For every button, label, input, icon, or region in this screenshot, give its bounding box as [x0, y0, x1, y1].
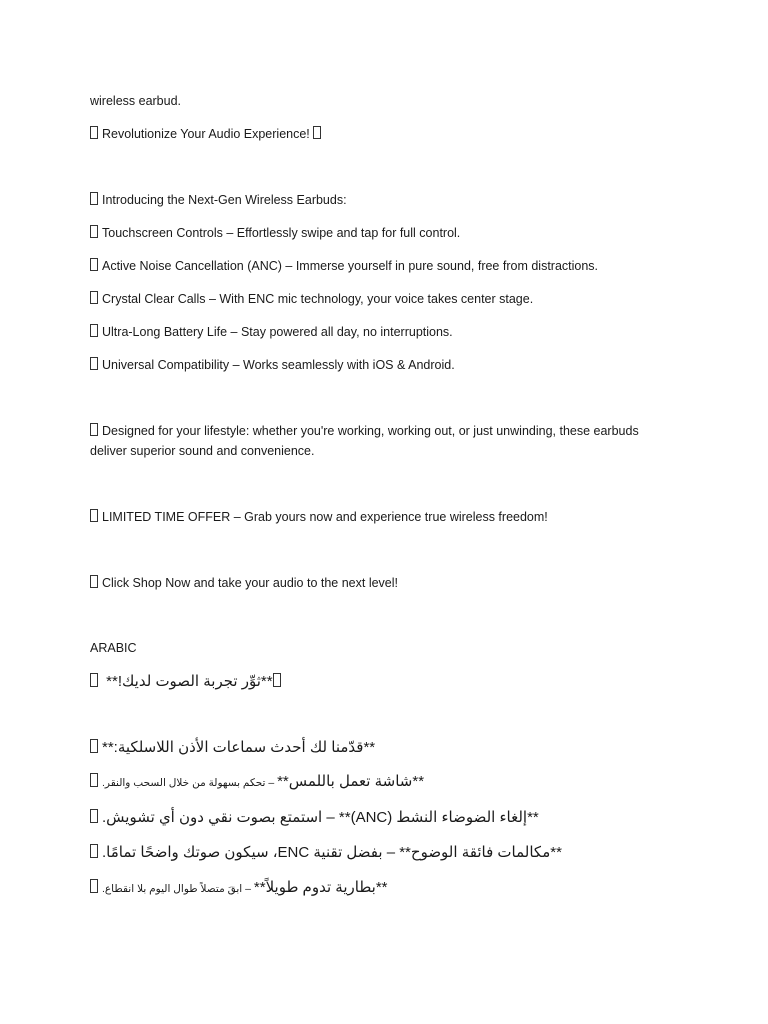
headline-text: Revolutionize Your Audio Experience! — [102, 127, 314, 141]
lifestyle-paragraph — [90, 422, 665, 461]
cta-text: Click Shop Now and take your audio to the next level! — [102, 576, 399, 590]
feature-line-battery — [90, 323, 453, 343]
emoji-placeholder-icon — [90, 324, 98, 337]
feature-text: Active Noise Cancellation (ANC) – Immerse yourself in pure sound, free from distractions. — [102, 259, 599, 273]
arabic-headline-text: **ثوِّر تجربة الصوت لديك!** — [102, 673, 273, 690]
section-heading-line — [90, 191, 347, 211]
arabic-feature-body: – تحكم بسهولة من خلال السحب والنقر. — [102, 777, 278, 789]
language-heading-text: ARABIC — [90, 641, 137, 655]
emoji-placeholder-icon — [90, 357, 98, 370]
intro-text: wireless earbud. — [90, 94, 182, 108]
emoji-placeholder-icon — [90, 575, 98, 588]
feature-line-calls — [90, 290, 533, 310]
arabic-feature-body: – ابقَ متصلاً طوال اليوم بلا انقطاع. — [102, 883, 254, 895]
arabic-headline-line — [90, 671, 285, 693]
cta-line — [90, 574, 398, 594]
arabic-feature-touch — [90, 771, 424, 794]
emoji-placeholder-icon — [90, 509, 98, 522]
feature-line-compat — [90, 356, 455, 376]
arabic-feature-body: – بفضل تقنية ENC، سيكون صوتك واضحًا تمامًا. — [102, 844, 400, 861]
emoji-placeholder-icon — [90, 423, 98, 436]
emoji-placeholder-icon — [90, 291, 98, 304]
text-line — [90, 92, 181, 112]
emoji-placeholder-icon — [90, 844, 98, 858]
emoji-placeholder-icon — [90, 192, 98, 205]
emoji-placeholder-icon — [90, 258, 98, 271]
arabic-feature-head: **إلغاء الضوضاء النشط (ANC)** — [338, 809, 539, 826]
arabic-section-heading-text: **قدّمنا لك أحدث سماعات الأذن اللاسلكية:** — [102, 739, 376, 756]
emoji-placeholder-icon — [90, 773, 98, 787]
arabic-feature-body: – استمتع بصوت نقي دون أي تشويش. — [102, 809, 339, 826]
arabic-feature-anc — [90, 807, 539, 829]
feature-text: Universal Compatibility – Works seamlessly with iOS & Android. — [102, 358, 455, 372]
section-heading-text: Introducing the Next-Gen Wireless Earbuds: — [102, 193, 347, 207]
headline-line — [90, 125, 325, 145]
arabic-feature-head: **بطارية تدوم طويلاً** — [253, 879, 388, 896]
emoji-placeholder-icon — [313, 126, 321, 139]
feature-line-touch — [90, 224, 460, 244]
emoji-placeholder-icon — [90, 809, 98, 823]
emoji-placeholder-icon — [90, 739, 98, 753]
arabic-feature-calls — [90, 842, 562, 864]
arabic-feature-head: **شاشة تعمل باللمس** — [277, 773, 425, 790]
lifestyle-text: Designed for your lifestyle: whether you're working, working out, or just unwinding, these earbuds deliver superior sound and convenience. — [90, 424, 639, 458]
emoji-placeholder-icon — [90, 126, 98, 139]
feature-text: Ultra-Long Battery Life – Stay powered all day, no interruptions. — [102, 325, 453, 339]
emoji-placeholder-icon — [90, 879, 98, 893]
offer-text: LIMITED TIME OFFER – Grab yours now and experience true wireless freedom! — [102, 510, 548, 524]
language-heading — [90, 639, 137, 659]
feature-line-anc — [90, 257, 598, 277]
emoji-placeholder-icon — [90, 225, 98, 238]
feature-text: Crystal Clear Calls – With ENC mic technology, your voice takes center stage. — [102, 292, 534, 306]
offer-line — [90, 508, 548, 528]
arabic-section-heading-line — [90, 737, 375, 759]
arabic-feature-head: **مكالمات فائقة الوضوح** — [399, 844, 562, 861]
feature-text: Touchscreen Controls – Effortlessly swipe and tap for full control. — [102, 226, 461, 240]
arabic-feature-battery — [90, 877, 388, 900]
emoji-placeholder-icon — [273, 673, 281, 687]
emoji-placeholder-icon — [90, 673, 98, 687]
